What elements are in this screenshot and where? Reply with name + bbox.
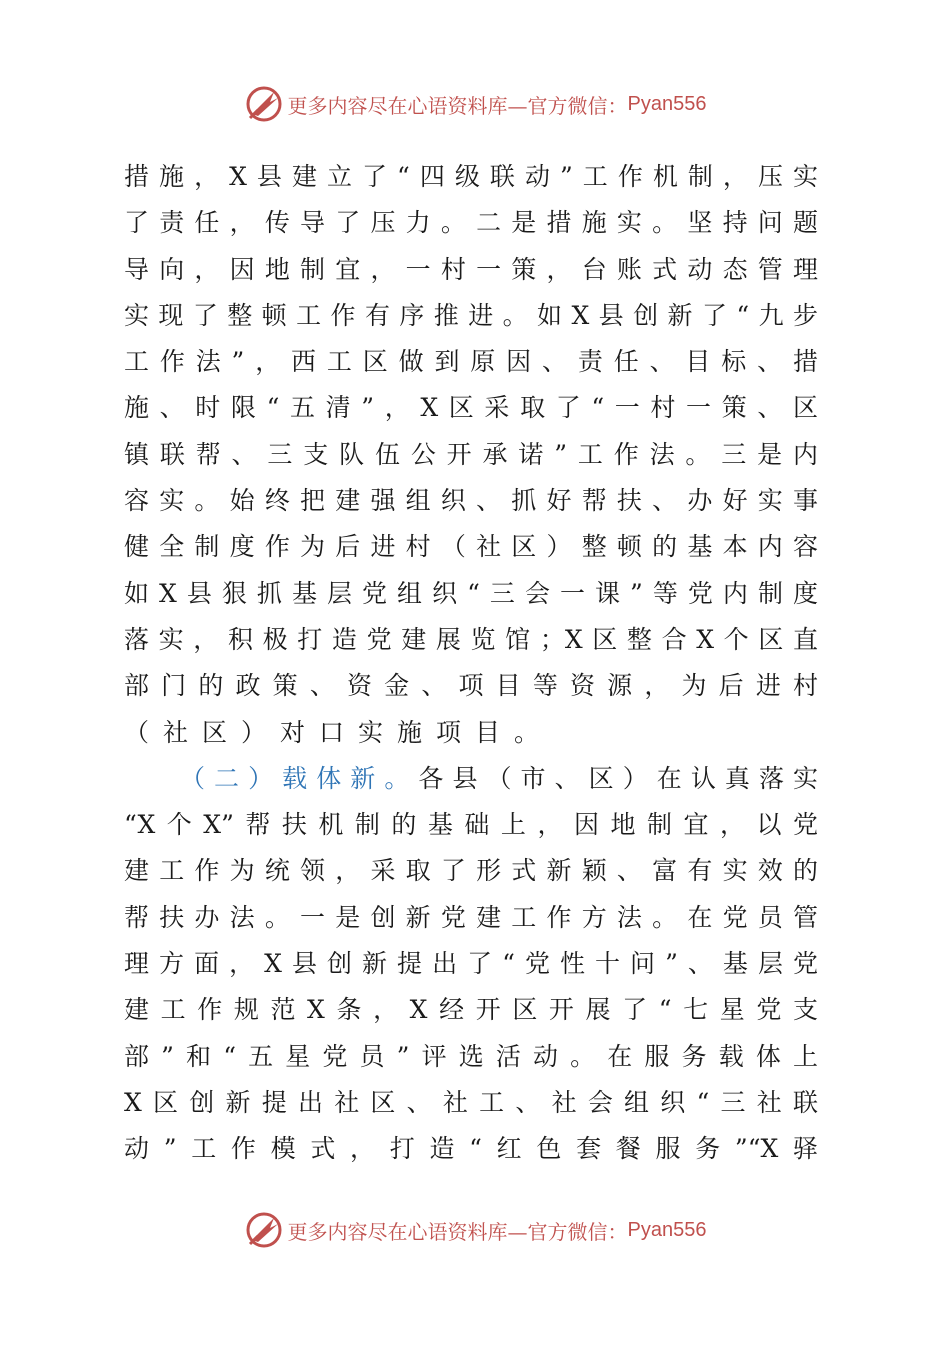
body-line: 容实。始终把建强组织、抓好帮扶、办好实事 [124, 486, 818, 516]
body-line: 建工作为统领，采取了形式新颖、富有实效的 [124, 856, 818, 886]
body-line: 落实，积极打造党建展览馆；X区整合X个区直 [124, 624, 818, 654]
body-line: 理方面，X县创新提出了“党性十问”、基层党 [124, 949, 818, 979]
watermark-account: Pyan556 [627, 92, 707, 115]
body-line: 措施，X县建立了“四级联动”工作机制，压实 [124, 162, 818, 191]
body-line: 帮扶办法。一是创新党建工作方法。在党员管 [124, 902, 818, 932]
watermark-account: Pyan556 [627, 1218, 707, 1241]
body-line: （社区）对口实施项目。 [124, 717, 554, 747]
body-line: 健全制度作为后进村（社区）整顿的基本内容 [124, 532, 818, 562]
watermark-wechat-label: 官方微信： [527, 1219, 628, 1244]
watermark-banner-top [0, 84, 950, 124]
body-line: 实现了整顿工作有序推进。如X县创新了“九步 [124, 300, 818, 330]
watermark-wechat-label: 官方微信： [527, 93, 628, 118]
body-line: “X个X”帮扶机制的基础上，因地制宜，以党 [124, 810, 818, 840]
watermark-banner-bottom [0, 1210, 950, 1250]
body-line: X区创新提出社区、社工、社会组织“三社联 [124, 1087, 818, 1117]
body-line: 施、时限“五清”，X区采取了“一村一策、区 [124, 393, 818, 423]
body-line: 导向，因地制宜，一村一策，台账式动态管理 [124, 254, 818, 284]
watermark-slogan: 更多内容尽在心语资料库— [287, 93, 528, 118]
body-line: 如X县狠抓基层党组织“三会一课”等党内制度 [124, 578, 818, 608]
body-line: 部”和“五星党员”评选活动。在服务载体上 [124, 1041, 818, 1071]
quill-logo-icon [244, 1210, 284, 1250]
body-line: 镇联帮、三支队伍公开承诺”工作法。三是内 [124, 439, 818, 469]
body-line: 工作法”，西工区做到原因、责任、目标、措 [124, 347, 818, 377]
section-first-line [124, 756, 818, 802]
body-line: 动”工作模式，打造“红色套餐服务”“X驿 [124, 1134, 818, 1164]
body-line: 部门的政策、资金、项目等资源，为后进村 [124, 671, 818, 701]
quill-logo-icon [244, 84, 284, 124]
section-first-line-text: 各县（市、区）在认真落实 [418, 763, 818, 793]
section-heading: （二）载体新。 [180, 763, 419, 793]
body-line: 了责任，传导了压力。二是措施实。坚持问题 [124, 208, 818, 238]
watermark-slogan: 更多内容尽在心语资料库— [287, 1219, 528, 1244]
body-line: 建工作规范X条，X经开区开展了“七星党支 [124, 995, 818, 1025]
document-body [124, 154, 818, 1173]
